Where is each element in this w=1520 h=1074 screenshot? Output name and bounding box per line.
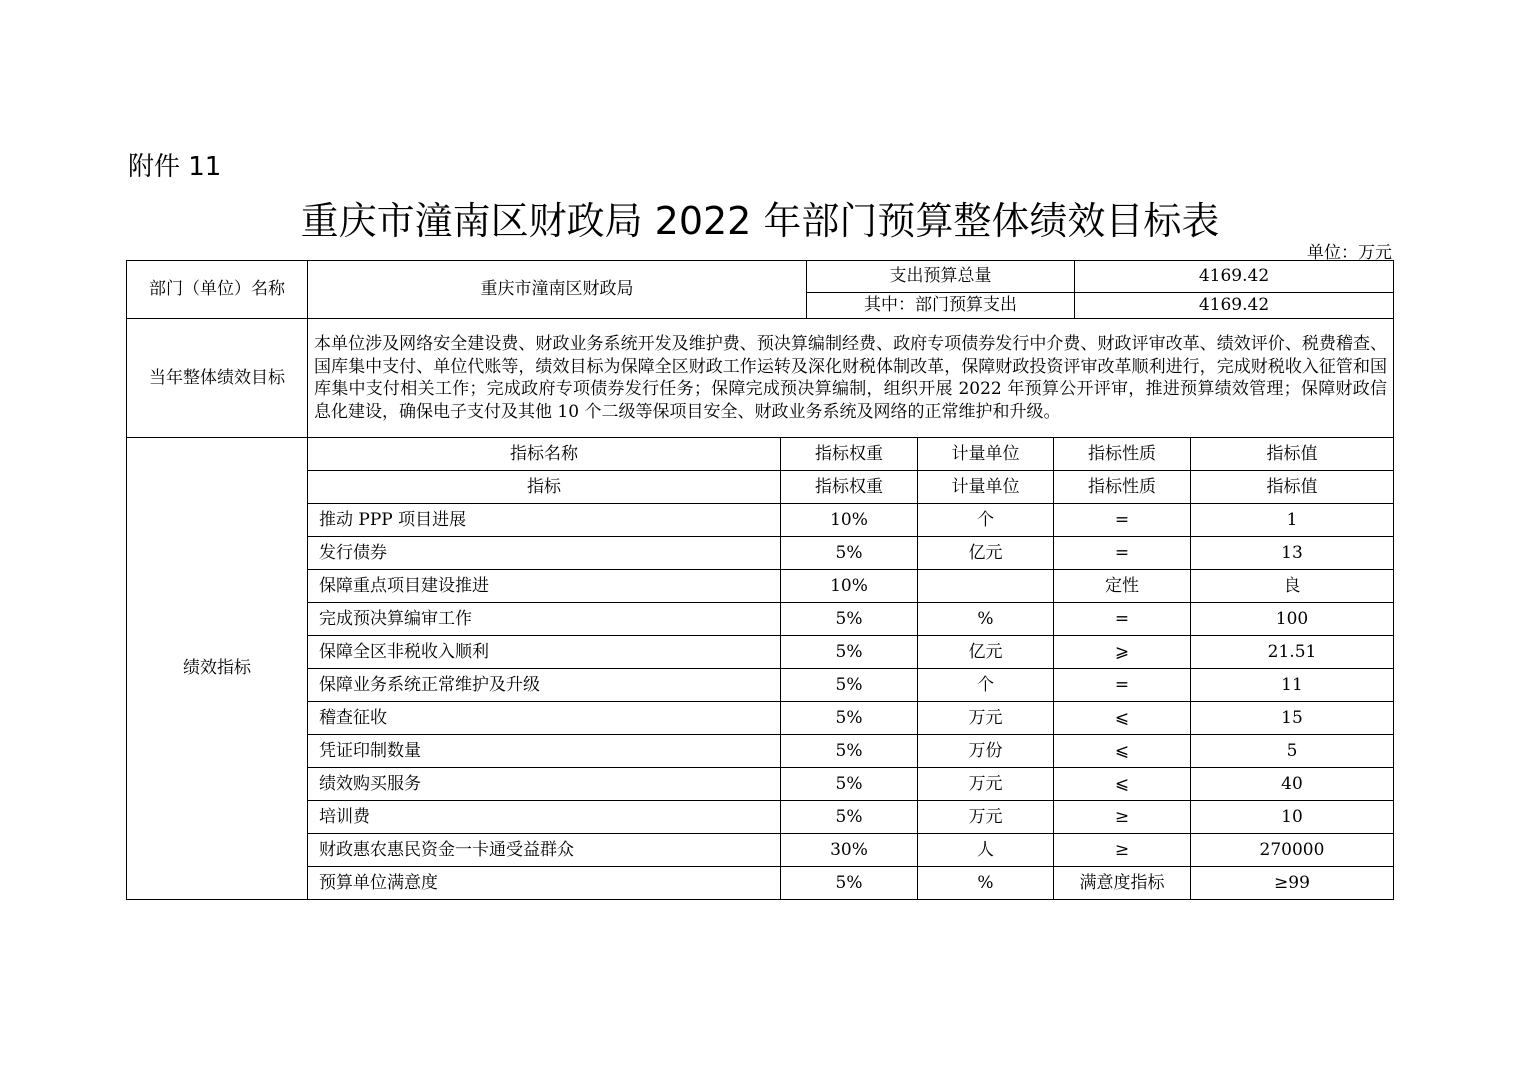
indicator-unit bbox=[918, 570, 1054, 603]
indicator-value: 1 bbox=[1191, 504, 1394, 537]
dept-name-value: 重庆市潼南区财政局 bbox=[308, 261, 807, 319]
indicator-nature: = bbox=[1054, 504, 1191, 537]
goal-text: 本单位涉及网络安全建设费、财政业务系统开发及维护费、预决算编制经费、政府专项债券发行中介费、财政评审改革、绩效评价、税费稽查、国库集中支付、单位代账等，绩效目标为保障全区财政工作运转及深化财税体制改革，保障财政投资评审改革顺利进行，完成财税收入征管和国库集中支付相关工作；完成政府专项债券发行任务；保障完成预决算编制，组织开展 2022 年预算公开评审，推进预算绩效管理；保障财政信息化建设，确保电子支付及其他 10 个二级等保项目安全、财政业务系统及网络的正常维护和升级。 bbox=[308, 319, 1394, 438]
indicator-name: 发行债券 bbox=[308, 537, 781, 570]
indicator-unit: 万元 bbox=[918, 768, 1054, 801]
indicator-value: ≥99 bbox=[1191, 867, 1394, 900]
table-row bbox=[127, 504, 1394, 537]
indicator-unit: % bbox=[918, 867, 1054, 900]
indicator-unit: 个 bbox=[918, 504, 1054, 537]
indicator-unit: 万元 bbox=[918, 702, 1054, 735]
indicator-nature: ⩽ bbox=[1054, 768, 1191, 801]
table-row bbox=[127, 834, 1394, 867]
indicator-unit: 亿元 bbox=[918, 537, 1054, 570]
indicator-weight: 5% bbox=[781, 735, 918, 768]
indicator-header-row bbox=[127, 438, 1394, 471]
table-row bbox=[127, 537, 1394, 570]
indicator-value: 100 bbox=[1191, 603, 1394, 636]
indicator-weight: 5% bbox=[781, 801, 918, 834]
indicator-name: 培训费 bbox=[308, 801, 781, 834]
dept-budget-value: 4169.42 bbox=[1075, 293, 1394, 319]
subheader-cell: 指标性质 bbox=[1054, 471, 1191, 504]
indicator-weight: 5% bbox=[781, 768, 918, 801]
indicator-nature: ⩽ bbox=[1054, 702, 1191, 735]
indicator-value: 良 bbox=[1191, 570, 1394, 603]
header-cell: 指标值 bbox=[1191, 438, 1394, 471]
indicator-name: 财政惠农惠民资金一卡通受益群众 bbox=[308, 834, 781, 867]
indicators-table bbox=[126, 437, 1394, 900]
indicator-value: 40 bbox=[1191, 768, 1394, 801]
attachment-label: 附件 11 bbox=[128, 152, 222, 182]
header-cell: 指标名称 bbox=[308, 438, 781, 471]
indicator-name: 保障业务系统正常维护及升级 bbox=[308, 669, 781, 702]
indicator-name: 保障全区非税收入顺利 bbox=[308, 636, 781, 669]
subheader-cell: 指标权重 bbox=[781, 471, 918, 504]
indicator-weight: 10% bbox=[781, 504, 918, 537]
budget-total-label: 支出预算总量 bbox=[807, 261, 1075, 293]
indicator-value: 10 bbox=[1191, 801, 1394, 834]
goal-table bbox=[126, 318, 1394, 438]
indicator-unit: 个 bbox=[918, 669, 1054, 702]
indicator-name: 凭证印制数量 bbox=[308, 735, 781, 768]
indicator-name: 稽查征收 bbox=[308, 702, 781, 735]
department-table bbox=[126, 260, 1394, 319]
indicator-weight: 10% bbox=[781, 570, 918, 603]
unit-label: 单位：万元 bbox=[1307, 243, 1392, 263]
indicator-nature: 定性 bbox=[1054, 570, 1191, 603]
indicator-nature: ⩽ bbox=[1054, 735, 1191, 768]
indicator-name: 预算单位满意度 bbox=[308, 867, 781, 900]
table-row bbox=[127, 768, 1394, 801]
indicator-weight: 5% bbox=[781, 636, 918, 669]
indicator-nature: = bbox=[1054, 537, 1191, 570]
indicator-weight: 5% bbox=[781, 603, 918, 636]
subheader-cell: 指标值 bbox=[1191, 471, 1394, 504]
indicator-unit: 万份 bbox=[918, 735, 1054, 768]
header-cell: 计量单位 bbox=[918, 438, 1054, 471]
indicator-unit: 人 bbox=[918, 834, 1054, 867]
indicator-weight: 5% bbox=[781, 702, 918, 735]
indicator-name: 保障重点项目建设推进 bbox=[308, 570, 781, 603]
page-title: 重庆市潼南区财政局 2022 年部门预算整体绩效目标表 bbox=[300, 199, 1220, 243]
header-cell: 指标性质 bbox=[1054, 438, 1191, 471]
table-row bbox=[127, 801, 1394, 834]
indicator-value: 21.51 bbox=[1191, 636, 1394, 669]
indicator-name: 推动 PPP 项目进展 bbox=[308, 504, 781, 537]
indicator-weight: 5% bbox=[781, 537, 918, 570]
indicator-value: 15 bbox=[1191, 702, 1394, 735]
indicator-nature: ⩾ bbox=[1054, 636, 1191, 669]
budget-total-value: 4169.42 bbox=[1075, 261, 1394, 293]
indicator-weight: 5% bbox=[781, 867, 918, 900]
indicator-subheader-row bbox=[127, 471, 1394, 504]
indicator-name: 绩效购买服务 bbox=[308, 768, 781, 801]
indicator-value: 5 bbox=[1191, 735, 1394, 768]
indicator-unit: 亿元 bbox=[918, 636, 1054, 669]
indicators-label: 绩效指标 bbox=[127, 438, 308, 900]
table-row bbox=[127, 570, 1394, 603]
dept-budget-label: 其中：部门预算支出 bbox=[807, 293, 1075, 319]
indicator-weight: 5% bbox=[781, 669, 918, 702]
indicator-nature: ≥ bbox=[1054, 834, 1191, 867]
indicator-nature: = bbox=[1054, 603, 1191, 636]
goal-label: 当年整体绩效目标 bbox=[127, 319, 308, 438]
indicator-name: 完成预决算编审工作 bbox=[308, 603, 781, 636]
indicator-nature: 满意度指标 bbox=[1054, 867, 1191, 900]
table-row bbox=[127, 603, 1394, 636]
dept-name-label: 部门（单位）名称 bbox=[127, 261, 308, 319]
indicator-weight: 30% bbox=[781, 834, 918, 867]
indicator-value: 11 bbox=[1191, 669, 1394, 702]
table-row bbox=[127, 702, 1394, 735]
table-row bbox=[127, 636, 1394, 669]
subheader-cell: 计量单位 bbox=[918, 471, 1054, 504]
indicator-value: 13 bbox=[1191, 537, 1394, 570]
table-row bbox=[127, 735, 1394, 768]
table-row bbox=[127, 867, 1394, 900]
indicator-unit: % bbox=[918, 603, 1054, 636]
subheader-cell: 指标 bbox=[308, 471, 781, 504]
table-row bbox=[127, 669, 1394, 702]
header-cell: 指标权重 bbox=[781, 438, 918, 471]
indicator-nature: ≥ bbox=[1054, 801, 1191, 834]
indicator-unit: 万元 bbox=[918, 801, 1054, 834]
indicator-value: 270000 bbox=[1191, 834, 1394, 867]
indicator-nature: = bbox=[1054, 669, 1191, 702]
